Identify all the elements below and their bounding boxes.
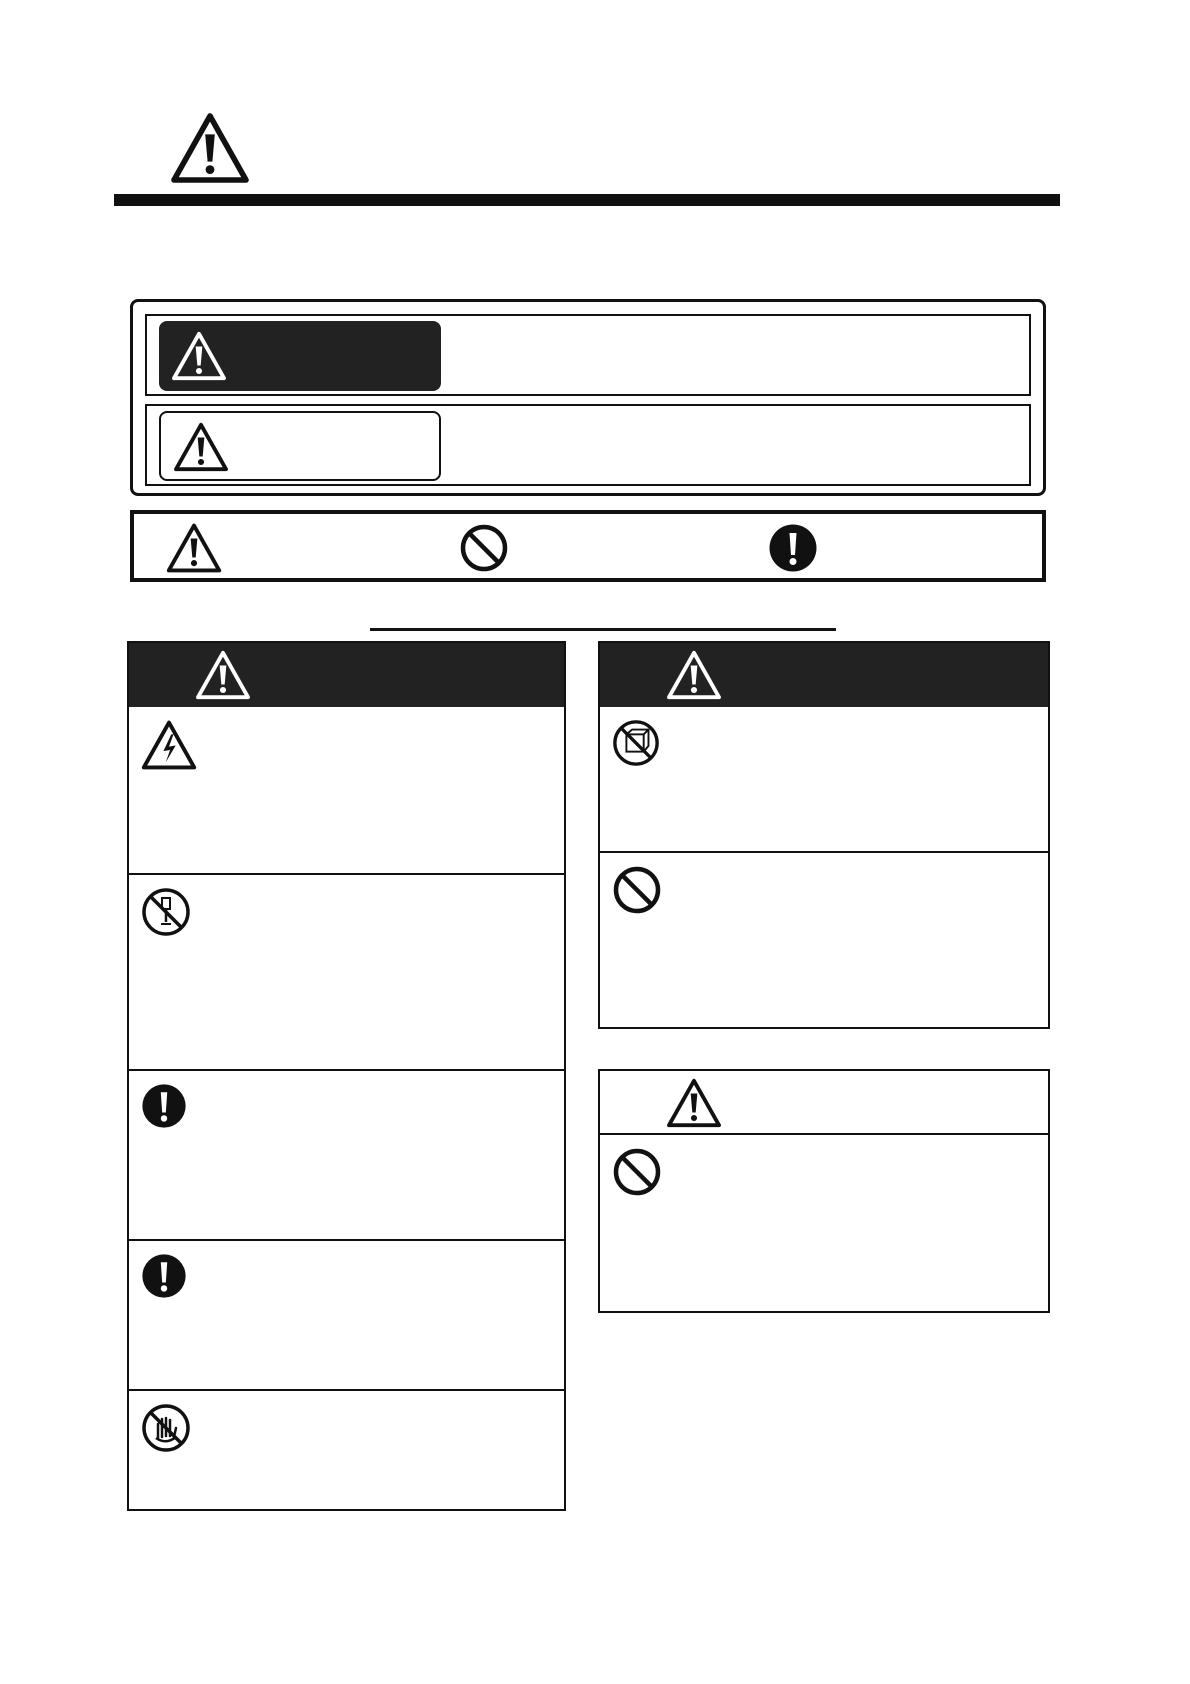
caution-signal-label — [159, 411, 441, 481]
no-disassembly-icon — [141, 887, 191, 937]
warning-item — [600, 853, 1048, 1027]
right-warning-panel — [598, 641, 1050, 1029]
warning-panel — [127, 641, 566, 1511]
right-warning-panel-header — [600, 643, 1048, 707]
no-fire-icon — [612, 719, 660, 767]
warning-item — [129, 1391, 564, 1509]
warning-triangle-icon — [171, 331, 227, 381]
warning-triangle-icon — [195, 650, 251, 700]
caution-panel-header — [600, 1071, 1048, 1135]
mandatory-action-icon — [768, 523, 818, 573]
warning-signal-label — [159, 321, 441, 391]
caution-item — [600, 1135, 1048, 1311]
prohibition-icon — [459, 523, 509, 573]
warning-triangle-icon — [666, 1078, 722, 1128]
electric-shock-icon — [141, 719, 197, 771]
warning-triangle-icon — [666, 650, 722, 700]
header-rule — [114, 194, 1060, 206]
header-warning-icon — [170, 112, 250, 184]
mandatory-action-icon — [141, 1253, 187, 1299]
mandatory-action-icon — [141, 1083, 187, 1129]
warning-panel-header — [129, 643, 564, 707]
warning-triangle-icon — [173, 422, 229, 472]
warning-item — [129, 875, 564, 1071]
warning-item — [600, 707, 1048, 853]
symbol-legend — [130, 510, 1046, 582]
warning-item — [129, 707, 564, 875]
signal-row-caution — [145, 404, 1031, 486]
signal-definition-box — [130, 299, 1046, 496]
caution-panel — [598, 1069, 1050, 1313]
prohibition-icon — [612, 1147, 662, 1197]
warning-item — [129, 1241, 564, 1391]
signal-row-warning — [145, 314, 1031, 396]
no-wet-hands-icon — [141, 1403, 191, 1453]
warning-item — [129, 1071, 564, 1241]
prohibition-icon — [612, 865, 662, 915]
warning-triangle-icon — [166, 522, 222, 574]
section-divider — [370, 628, 836, 631]
